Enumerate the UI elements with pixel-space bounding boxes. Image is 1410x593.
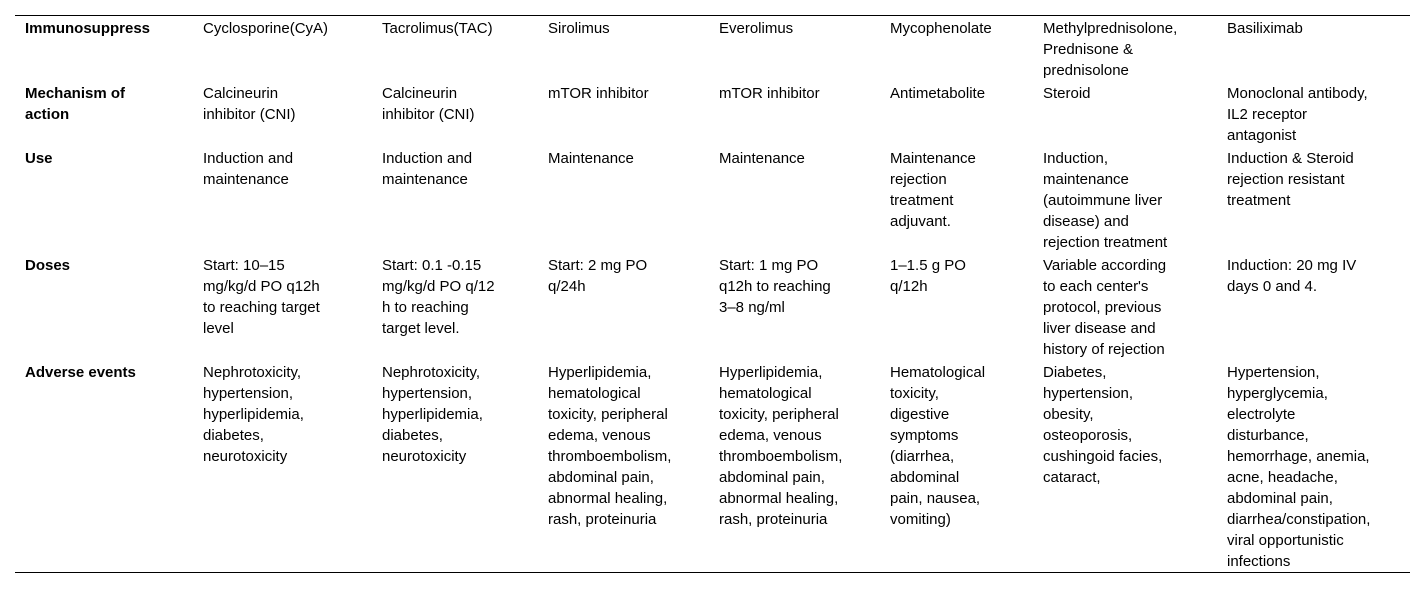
table-cell: Induction, maintenance (autoimmune liver disease) and rejection treatment: [1043, 150, 1168, 251]
row-header: Use: [25, 150, 53, 167]
row-header: Doses: [25, 257, 71, 274]
table-cell: Nephrotoxicity, hypertension, hyperlipidemia, diabetes, neurotoxicity: [203, 364, 304, 465]
table-cell: Hyperlipidemia, hematological toxicity, peripheral edema, venous thromboembolism, abdominal pain, abnormal healing, rash, proteinuria: [548, 364, 672, 528]
table-cell: Nephrotoxicity, hypertension, hyperlipidemia, diabetes, neurotoxicity: [382, 364, 483, 465]
table-cell: Induction & Steroid rejection resistant treatment: [1227, 150, 1354, 209]
table-cell: mTOR inhibitor: [548, 85, 649, 102]
table-cell: Sirolimus: [548, 20, 610, 37]
table-cell: mTOR inhibitor: [719, 85, 820, 102]
table-cell: Maintenance rejection treatment adjuvant.: [890, 150, 976, 230]
immunosuppressant-table-container: [15, 15, 1410, 573]
table-cell: Cyclosporine(CyA): [203, 20, 329, 37]
table-cell: Variable according to each center's protocol, previous liver disease and history of rejection: [1043, 257, 1167, 358]
table-row: [15, 16, 1410, 81]
table-cell: Start: 2 mg PO q/24h: [548, 257, 648, 295]
table-cell: Hyperlipidemia, hematological toxicity, peripheral edema, venous thromboembolism, abdominal pain, abnormal healing, rash, proteinuria: [719, 364, 843, 528]
table-cell: Calcineurin inhibitor (CNI): [203, 85, 296, 123]
table-cell: Hematological toxicity, digestive symptoms (diarrhea, abdominal pain, nausea, vomiting): [890, 364, 986, 528]
immunosuppressant-table: [15, 16, 1410, 572]
table-cell: Monoclonal antibody, IL2 receptor antagonist: [1227, 85, 1368, 144]
table-row: [15, 360, 1410, 572]
table-cell: Start: 10–15 mg/kg/d PO q12h to reaching target level: [203, 257, 320, 337]
table-cell: Calcineurin inhibitor (CNI): [382, 85, 475, 123]
table-cell: Start: 0.1 -0.15 mg/kg/d PO q/12 h to reaching target level.: [382, 257, 495, 337]
table-cell: Methylprednisolone, Prednisone & prednisolone: [1043, 20, 1178, 79]
table-cell: Maintenance: [719, 150, 805, 167]
table-row: [15, 146, 1410, 253]
row-header: Immunosuppress: [25, 20, 151, 37]
table-cell: Antimetabolite: [890, 85, 986, 102]
table-row: [15, 81, 1410, 146]
table-cell: Hypertension, hyperglycemia, electrolyte disturbance, hemorrhage, anemia, acne, headache, abdominal pain, diarrhea/constipation, viral opportunistic infections: [1227, 364, 1371, 570]
row-header: Mechanism of action: [25, 85, 126, 123]
table-cell: 1–1.5 g PO q/12h: [890, 257, 966, 295]
table-cell: Induction and maintenance: [382, 150, 473, 188]
table-cell: Mycophenolate: [890, 20, 992, 37]
table-cell: Maintenance: [548, 150, 634, 167]
table-row: [15, 253, 1410, 360]
table-cell: Induction and maintenance: [203, 150, 294, 188]
table-cell: Induction: 20 mg IV days 0 and 4.: [1227, 257, 1357, 295]
row-header: Adverse events: [25, 364, 136, 381]
table-cell: Tacrolimus(TAC): [382, 20, 493, 37]
table-cell: Basiliximab: [1227, 20, 1303, 37]
table-cell: Diabetes, hypertension, obesity, osteoporosis, cushingoid facies, cataract,: [1043, 364, 1163, 486]
table-cell: Start: 1 mg PO q12h to reaching 3–8 ng/ml: [719, 257, 831, 316]
table-cell: Steroid: [1043, 85, 1091, 102]
table-cell: Everolimus: [719, 20, 794, 37]
